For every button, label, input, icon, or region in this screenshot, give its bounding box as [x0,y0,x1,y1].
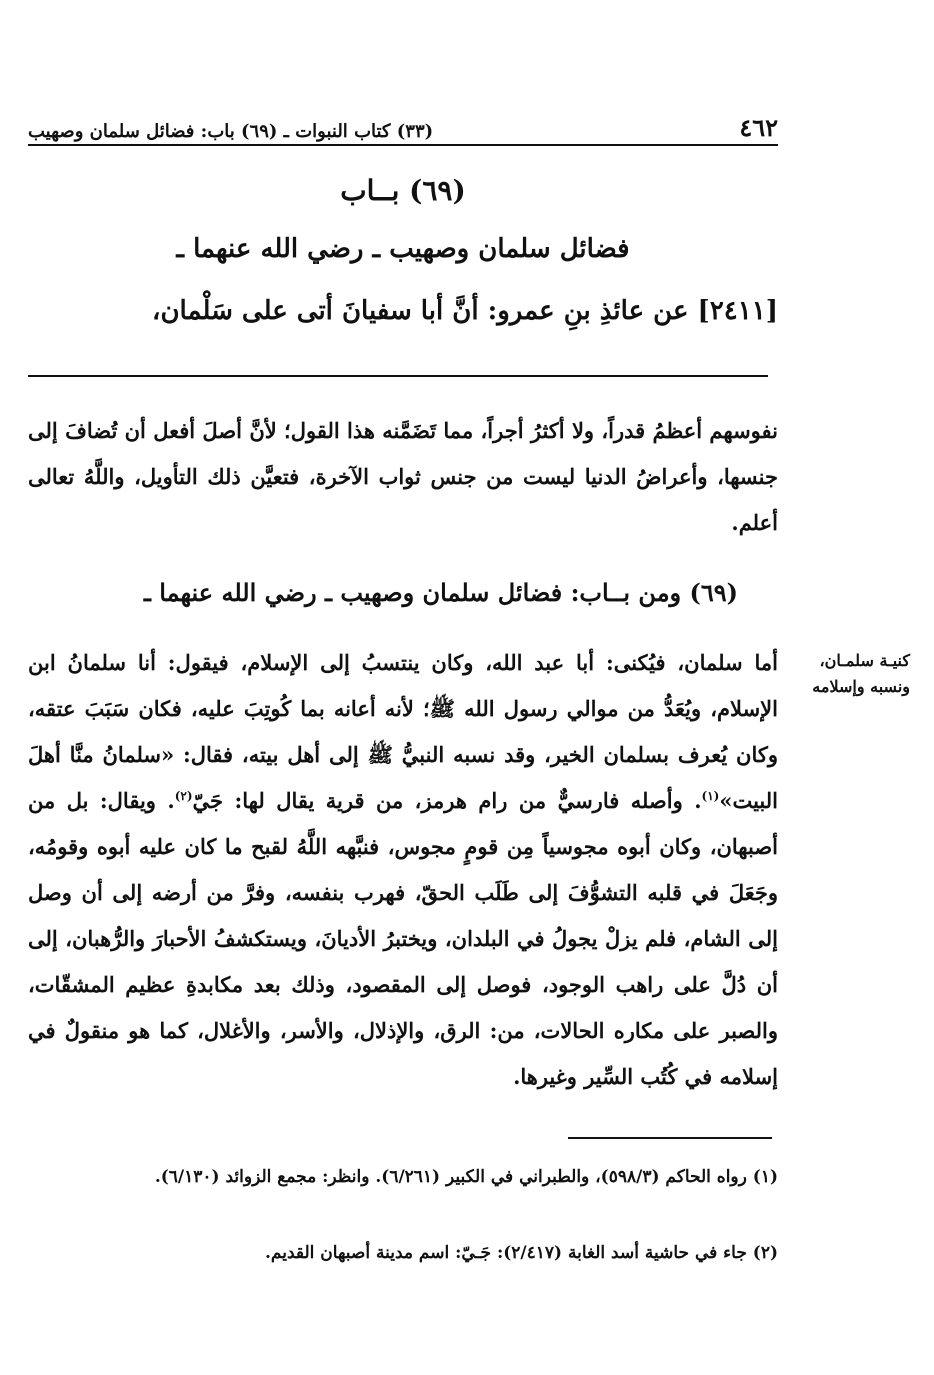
text-divider [28,375,768,377]
header-rule [28,144,778,146]
footnote-rule [568,1137,772,1139]
commentary-paragraph-1: نفوسهم أعظمُ قدراً، ولا أكثرُ أجراً، مما تَضَمَّنه هذا القول؛ لأنَّ أصلَ أفعل أن تُضافَ إلى جنسها، وأعراضُ الدنيا ليست من جنس ثواب الآخرة، فتعيَّن ذلك التأويل، واللَّهُ تعالى أعلم. [28,418,778,535]
page-number: ٤٦٢ [739,113,778,142]
paragraph-2-part-a: أما سلمان، فيُكنى: أبا عبد الله، وكان ينتسبُ إلى الإسلام، فيقول: أنا سلمانُ ابن الإسلام، ويُعَدُّ من موالي رسول الله ﷺ؛ لأنه أعانه بما كُوتِبَ عليه، فكان سَبَبَ عتقه، وكان يُعرف بسلمان الخير، وقد نسبه النبيُّ ﷺ إلى أهل بيته، فقال: «سلمانُ منَّا أهلَ البيت» [28,650,778,813]
margin-note: كنيـة سلمـان، ونسبه وإسلامه [812,651,910,696]
page-header [28,108,778,142]
footnote-ref-2: (٢) [174,789,193,803]
chapter-heading: (٦٩) بــاب [340,174,466,207]
paragraph-2-part-b: . وأصله فارسيٌّ من رام هرمز، من قرية يقال لها: جَيّ [192,788,702,813]
running-head: (٣٣) كتاب النبوات ـ (٦٩) باب: فضائل سلمان وصهيب [28,121,434,142]
hadith-text: [٢٤١١] عن عائذِ بنِ عمرو: أنَّ أبا سفيانَ أتى على سَلْمان، [152,296,778,326]
paragraph-2-part-c: . ويقال: بل من أصبهان، وكان أبوه مجوسياً مِن قومٍ مجوس، فنبَّهه اللَّهُ لقبح ما كان عليه أبوه وقومُه، وجَعَلَ في قلبه التشوُّفَ إلى طَلَب الحقّ، فهرب بنفسه، وفرَّ من أرضه إلى أن وصل إلى الشام، فلم يزلْ يجولُ في البلدان، ويختبرُ الأديانَ، ويستكشفُ الأحبارَ والرُّهبان، إلى أن دُلَّ على راهب الوجود، فوصل إلى المقصود، وذلك بعد مكابدةِ عظيم المشقّات، والصبر على مكاره الحالات، من: الرق، والإذلال، والأسر، والأغلال، كما هو منقولٌ في إسلامه في كُتُب السِّير وغيرها. [28,788,778,1089]
footnote-2: (٢) جاء في حاشية أسد الغابة (٢/٤١٧): جَـيّ: اسم مدينة أصبهان القديم. [264,1243,778,1263]
footnote-1: (١) رواه الحاكم (٥٩٨/٣)، والطبراني في الكبير (٦/٢٦١). وانظر: مجمع الزوائد (٦/١٣٠). [154,1167,778,1187]
commentary-section-heading: (٦٩) ومن بــاب: فضائل سلمان وصهيب ـ رضي الله عنهما ـ [143,578,738,607]
chapter-title: فضائل سلمان وصهيب ـ رضي الله عنهما ـ [176,234,630,264]
commentary-paragraph-2 [28,640,778,1100]
footnote-ref-1: (١) [701,789,720,803]
